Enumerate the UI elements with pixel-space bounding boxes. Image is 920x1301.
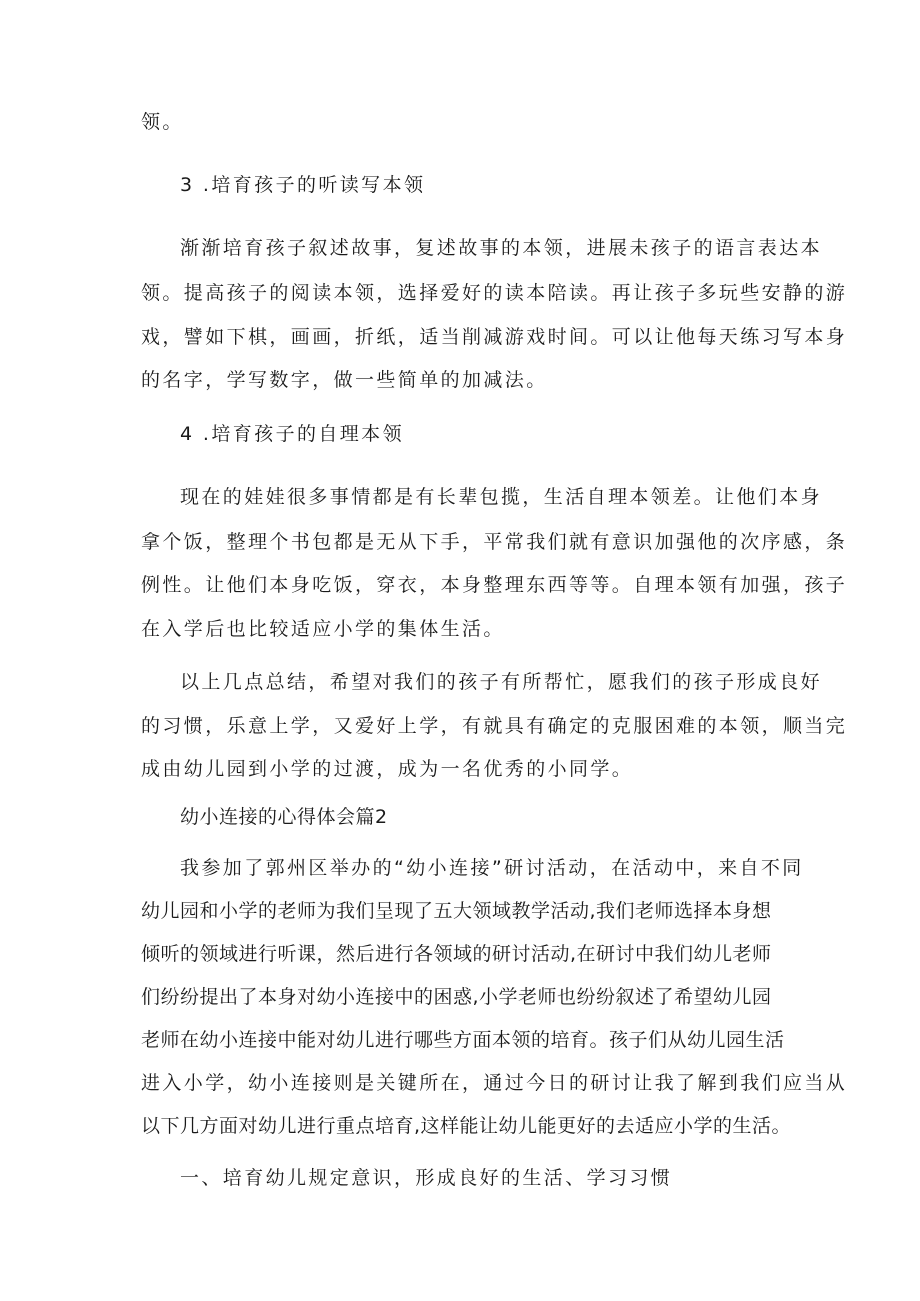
essay-line-7: 以下几方面对幼儿进行重点培育,这样能让幼儿能更好的去适应小学的生活。 bbox=[141, 1115, 792, 1137]
essay-line-5: 老师在幼小连接中能对幼儿进行哪些方面本领的培育。孩子们从幼儿园生活 bbox=[141, 1029, 785, 1051]
summary-line-3: 成由幼儿园到小学的过渡，成为一名优秀的小同学。 bbox=[141, 758, 634, 780]
paragraph-4-line-3: 例性。让他们本身吃饭，穿衣，本身整理东西等等。自理本领有加强，孩子 bbox=[141, 574, 848, 596]
paragraph-3-line-1: 渐渐培育孩子叙述故事，复述故事的本领，进展未孩子的语言表达本 bbox=[180, 237, 823, 259]
heading-3: 3 .培育孩子的听读写本领 bbox=[180, 174, 426, 196]
paragraph-4-line-2: 拿个饭，整理个书包都是无从下手，平常我们就有意识加强他的次序感，条 bbox=[141, 531, 848, 553]
paragraph-4-line-4: 在入学后也比较适应小学的集体生活。 bbox=[141, 618, 505, 640]
essay-line-3: 倾听的领域进行听课，然后进行各领域的研讨活动,在研讨中我们幼儿老师 bbox=[141, 943, 772, 965]
paragraph-3-line-3: 戏，譬如下棋，画画，折纸，适当削减游戏时间。可以让他每天练习写本身 bbox=[141, 326, 848, 348]
paragraph-3-line-4: 的名字，学写数字，做一些简单的加减法。 bbox=[141, 369, 548, 391]
section-title: 幼小连接的心得体会篇2 bbox=[180, 806, 388, 828]
essay-line-2: 幼儿园和小学的老师为我们呈现了五大领域教学活动,我们老师选择本身想 bbox=[141, 900, 772, 922]
essay-line-4: 们纷纷提出了本身对幼小连接中的困惑,小学老师也纷纷叙述了希望幼儿园 bbox=[141, 986, 772, 1008]
summary-line-1: 以上几点总结，希望对我们的孩子有所帮忙，愿我们的孩子形成良好 bbox=[180, 671, 823, 693]
essay-line-6: 进入小学，幼小连接则是关键所在，通过今日的研讨让我了解到我们应当从 bbox=[141, 1072, 848, 1094]
heading-4: 4 .培育孩子的自理本领 bbox=[180, 423, 404, 445]
essay-line-1: 我参加了郭州区举办的“幼小连接”研讨活动，在活动中，来自不同 bbox=[180, 857, 804, 879]
paragraph-3-line-2: 领。提高孩子的阅读本领，选择爱好的读本陪读。再让孩子多玩些安静的游 bbox=[141, 282, 848, 304]
paragraph-4-line-1: 现在的娃娃很多事情都是有长辈包揽，生活自理本领差。让他们本身 bbox=[180, 486, 823, 508]
point-1-heading: 一、培育幼儿规定意识，形成良好的生活、学习习惯 bbox=[180, 1167, 673, 1189]
summary-line-2: 的习惯，乐意上学，又爱好上学，有就具有确定的克服困难的本领，顺当完 bbox=[141, 715, 848, 737]
paragraph-continuation: 领。 bbox=[141, 111, 184, 133]
